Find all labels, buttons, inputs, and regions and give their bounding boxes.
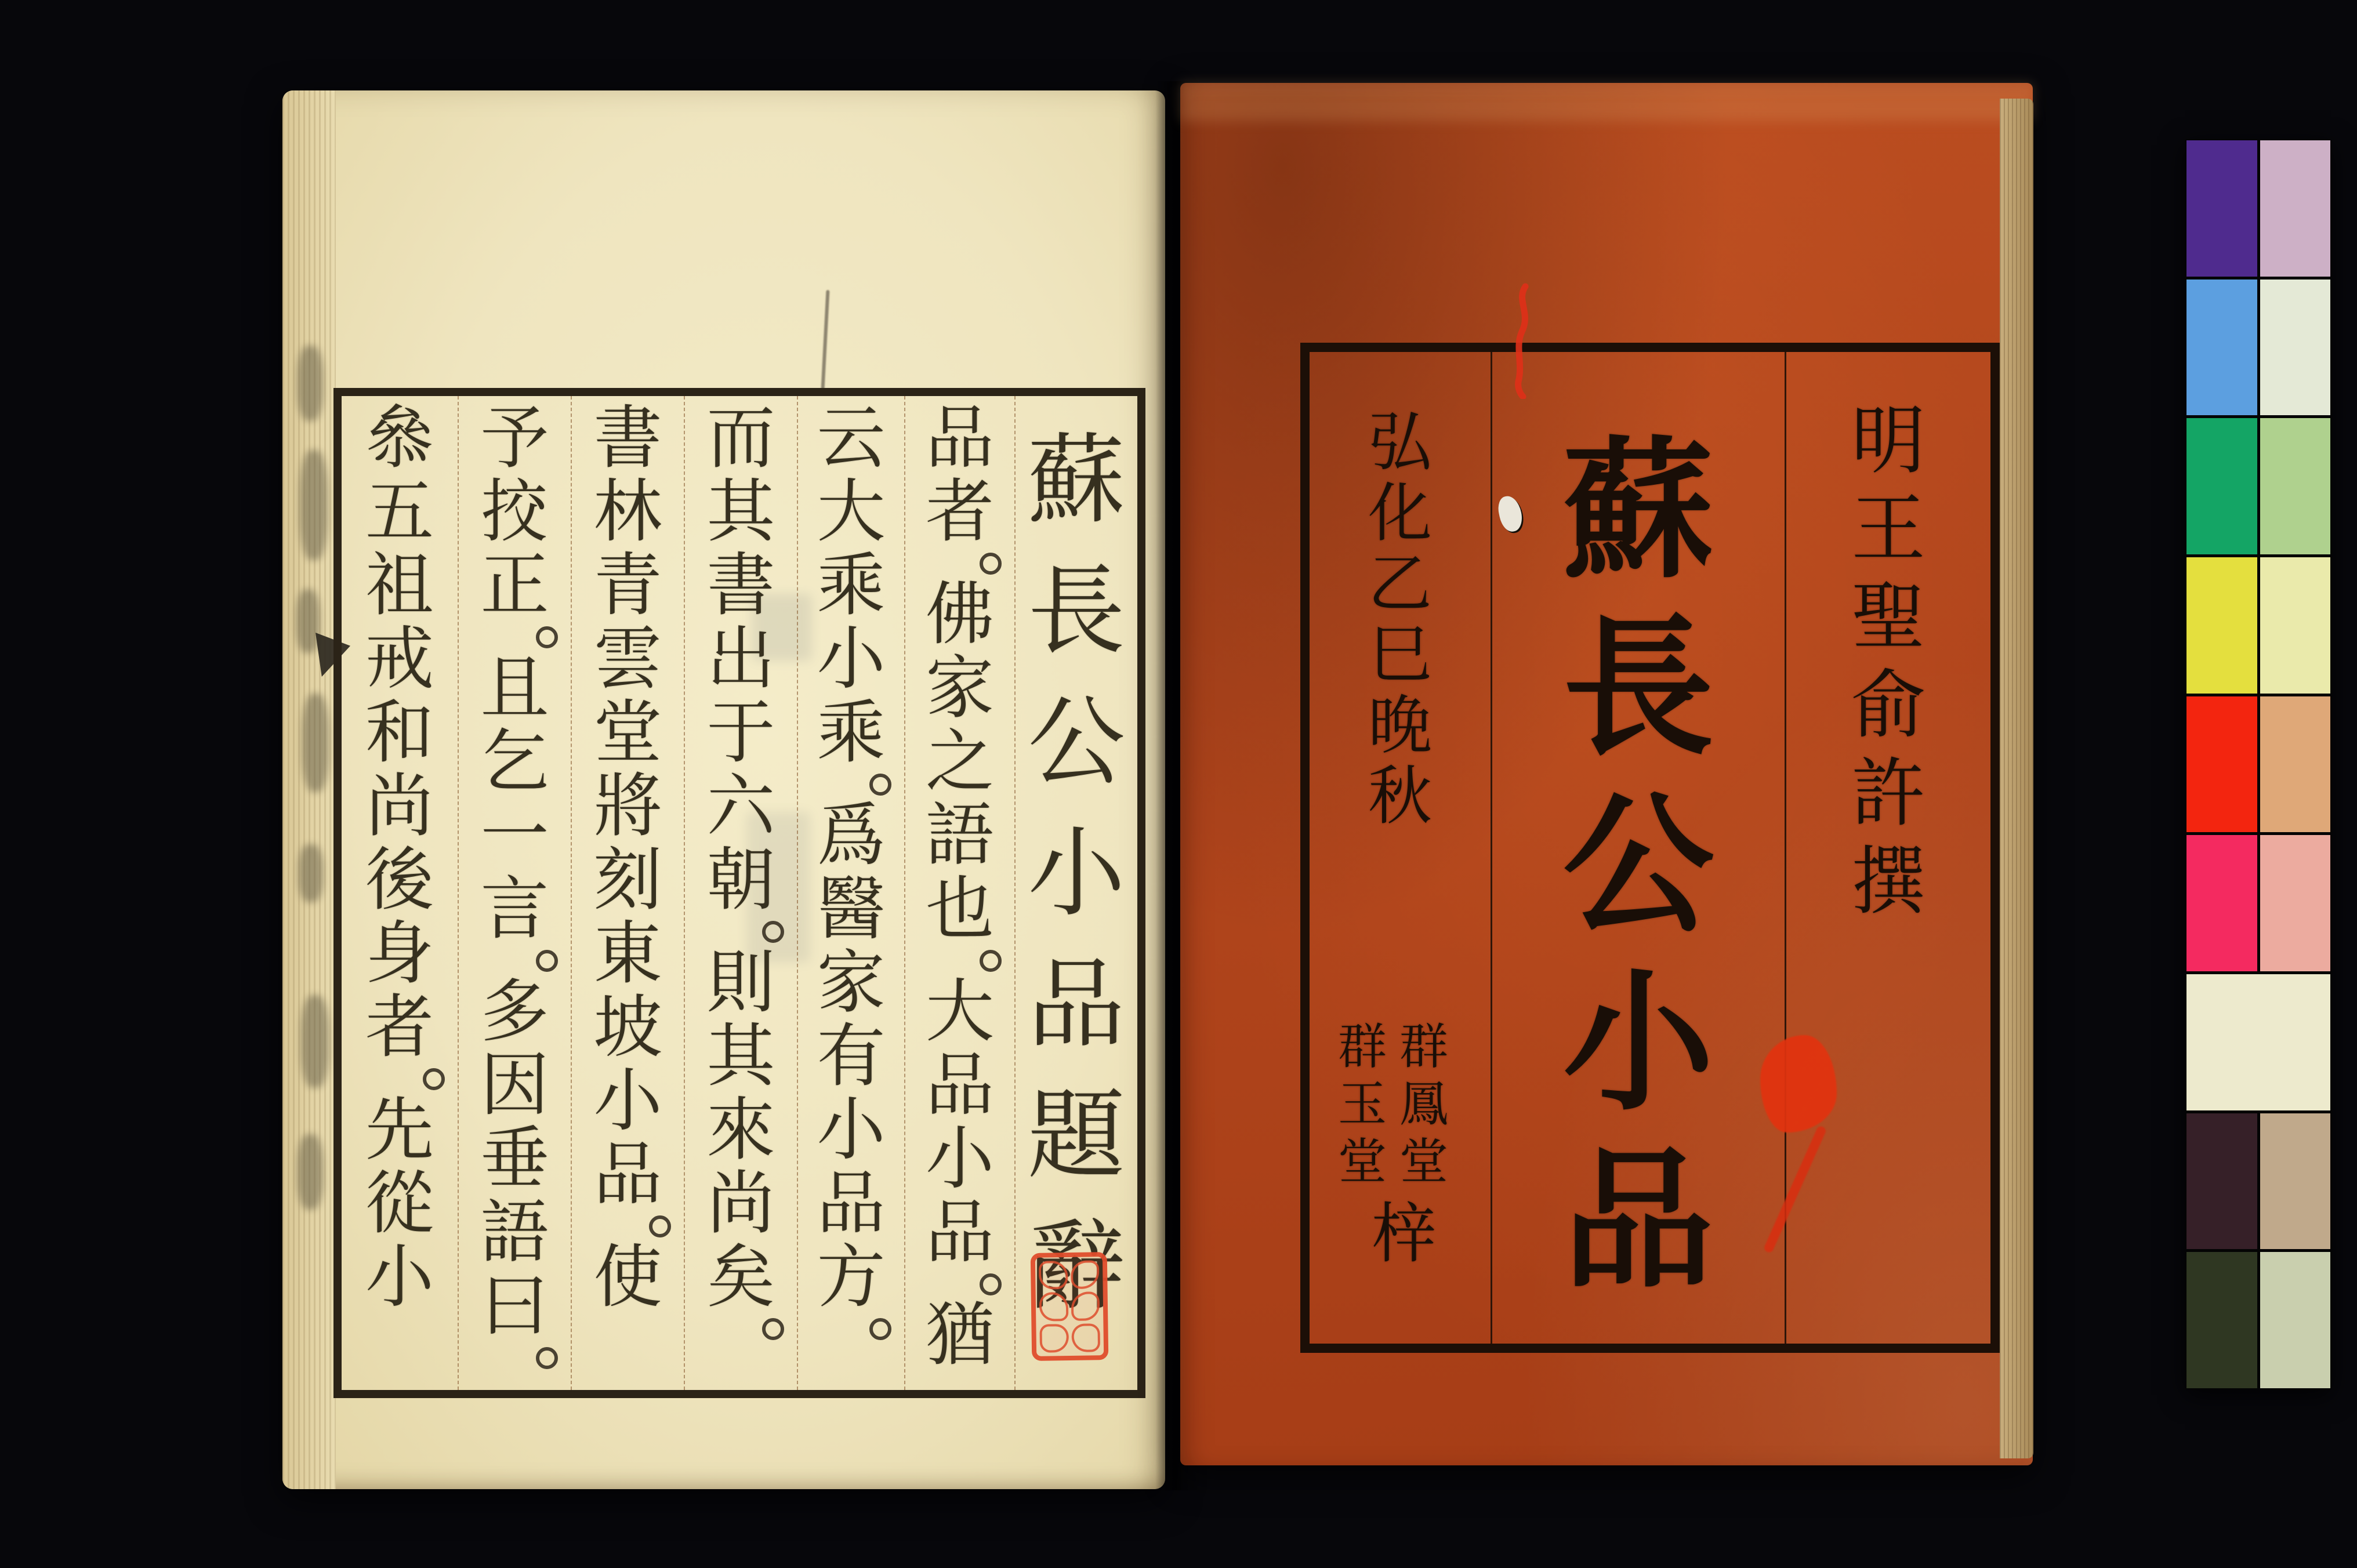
glyph: 小	[817, 1092, 886, 1168]
edge-smudge	[299, 844, 323, 902]
glyph: 題	[1028, 1083, 1125, 1190]
preface-text-column-3	[684, 396, 797, 1390]
red-thread-mark	[1506, 283, 1540, 399]
glyph: 垂	[480, 1121, 549, 1197]
glyph: 堂	[593, 695, 662, 771]
cover-title	[1491, 352, 1786, 1344]
glyph: 王	[1851, 488, 1926, 571]
glyph: 從	[365, 1166, 434, 1242]
reading-circle	[649, 1215, 671, 1237]
cover-attribution-column	[1786, 352, 1990, 1344]
color-patch	[2260, 1113, 2331, 1250]
glyph: 正	[480, 547, 549, 624]
glyph: 語	[480, 1195, 549, 1271]
edge-smudge	[300, 450, 328, 560]
paper-tear-thread	[821, 290, 830, 390]
color-patch	[2260, 280, 2331, 416]
reading-circle	[980, 950, 1002, 972]
preface-text-frame	[333, 388, 1145, 1398]
glyph: 家	[817, 945, 886, 1021]
glyph: 者	[365, 989, 434, 1066]
glyph: 其	[706, 1018, 775, 1095]
glyph: 長	[1563, 607, 1714, 774]
preface-text-column-5	[458, 396, 571, 1390]
publisher-suffix	[1372, 1196, 1437, 1273]
glyph: 群	[1338, 1020, 1387, 1075]
seal-glyph	[1039, 1292, 1068, 1321]
glyph: 五	[365, 474, 434, 550]
reading-circle	[869, 1318, 891, 1340]
glyph: 佛	[925, 576, 994, 653]
glyph: 小	[817, 621, 886, 698]
glyph: 青	[593, 547, 662, 624]
glyph: 者	[925, 474, 994, 550]
glyph: 乙	[1368, 549, 1432, 620]
glyph: 尚	[706, 1166, 775, 1242]
glyph: 挍	[480, 474, 549, 550]
glyph: 而	[706, 400, 775, 477]
color-patch	[2186, 974, 2330, 1110]
cover-date-column	[1310, 352, 1491, 1344]
glyph: 因	[480, 1047, 549, 1124]
glyph: 撰	[1851, 841, 1926, 923]
glyph: 品	[925, 1195, 994, 1271]
stacked-page-edges-left	[282, 90, 336, 1489]
book-cover	[1180, 83, 2033, 1465]
glyph: 將	[593, 768, 662, 845]
seal-glyph	[1070, 1260, 1099, 1289]
glyph: 群	[1399, 1020, 1449, 1075]
glyph: 也	[925, 871, 994, 948]
glyph: 小	[1563, 961, 1714, 1128]
glyph: 公	[1563, 784, 1714, 951]
glyph: 晚	[1368, 691, 1432, 761]
glyph: 許	[1851, 753, 1926, 835]
glyph: 弘	[1368, 408, 1432, 478]
glyph: 品	[925, 1047, 994, 1124]
glyph: 秋	[1368, 761, 1432, 832]
glyph: 明	[1851, 400, 1926, 482]
color-patch	[2260, 557, 2331, 694]
glyph: 一	[480, 797, 549, 874]
glyph: 堂	[1338, 1135, 1387, 1189]
glyph: 乘	[817, 547, 886, 624]
preface-page	[282, 90, 1165, 1489]
glyph: 玉	[1338, 1077, 1387, 1132]
color-patch	[2260, 1252, 2331, 1388]
glyph: 六	[706, 768, 775, 845]
preface-text-column-2	[797, 396, 904, 1390]
glyph: 出	[706, 621, 775, 698]
glyph: 醫	[817, 871, 886, 948]
glyph: 鳳	[1399, 1077, 1449, 1132]
glyph: 朝	[706, 842, 775, 919]
glyph: 叅	[365, 400, 434, 477]
glyph: 聖	[1851, 576, 1926, 659]
glyph: 猶	[925, 1297, 994, 1374]
glyph: 蘇	[1563, 429, 1714, 596]
glyph: 乞	[480, 724, 549, 800]
color-patch	[2186, 696, 2257, 833]
reading-circle	[762, 1318, 784, 1340]
glyph: 和	[365, 695, 434, 771]
seal-glyph	[1039, 1261, 1068, 1290]
glyph: 梓	[1372, 1199, 1437, 1271]
preface-text-column-6	[342, 396, 458, 1390]
glyph: 戒	[365, 621, 434, 698]
glyph: 言	[480, 871, 549, 948]
seal-glyph	[1071, 1292, 1100, 1321]
color-patch	[2186, 418, 2257, 554]
publisher-column-gungyokudo	[1339, 1019, 1386, 1191]
color-patch	[2186, 1252, 2257, 1388]
glyph: 品	[925, 400, 994, 477]
glyph: 語	[925, 797, 994, 874]
edge-smudge	[301, 995, 329, 1088]
glyph: 云	[817, 400, 886, 477]
glyph: 多	[480, 974, 549, 1050]
reading-circle	[980, 1273, 1002, 1295]
color-patch	[2186, 140, 2257, 277]
reading-circle	[762, 921, 784, 943]
glyph: 祖	[365, 547, 434, 624]
glyph: 家	[925, 650, 994, 727]
glyph: 書	[706, 547, 775, 624]
glyph: 則	[706, 945, 775, 1021]
glyph: 蘇	[1028, 427, 1125, 535]
color-patch	[2186, 835, 2257, 971]
reading-circle	[536, 1347, 558, 1369]
glyph: 之	[925, 724, 994, 800]
reading-circle	[980, 553, 1002, 575]
glyph: 品	[1028, 952, 1125, 1059]
glyph: 其	[706, 474, 775, 550]
seal-glyph	[1071, 1323, 1100, 1352]
collector-seal	[1031, 1252, 1109, 1361]
color-patch	[2260, 696, 2331, 833]
glyph: 書	[593, 400, 662, 477]
glyph: 長	[1028, 558, 1125, 666]
color-patch	[2186, 280, 2257, 416]
glyph: 化	[1368, 478, 1432, 549]
glyph: 方	[817, 1239, 886, 1316]
color-calibration-bar	[2185, 139, 2331, 1389]
glyph: 來	[706, 1092, 775, 1168]
edge-smudge	[296, 589, 320, 653]
preface-text-column-1	[904, 396, 1014, 1390]
glyph: 品	[1563, 1139, 1714, 1306]
preface-title-column	[1014, 396, 1137, 1390]
edge-smudge	[302, 694, 329, 792]
glyph: 予	[480, 400, 549, 477]
glyph: 尚	[365, 768, 434, 845]
reading-circle	[536, 950, 558, 972]
glyph: 林	[593, 474, 662, 550]
glyph: 品	[593, 1137, 662, 1213]
glyph: 刻	[593, 842, 662, 919]
color-patch	[2260, 140, 2331, 277]
reading-circle	[536, 626, 558, 648]
color-patch	[2260, 418, 2331, 554]
glyph: 曰	[480, 1268, 549, 1345]
color-patch	[2260, 835, 2331, 971]
glyph: 小	[925, 1121, 994, 1197]
color-patch	[2186, 1113, 2257, 1250]
glyph: 小	[593, 1063, 662, 1139]
glyph: 小	[365, 1239, 434, 1316]
glyph: 有	[817, 1018, 886, 1095]
red-ink-stain	[1760, 1035, 1837, 1133]
glyph: 巳	[1368, 620, 1432, 691]
glyph: 且	[480, 650, 549, 727]
glyph: 使	[593, 1239, 662, 1316]
closed-leaves-fore-edge	[2000, 99, 2033, 1458]
glyph: 後	[365, 842, 434, 919]
glyph: 爲	[817, 797, 886, 874]
edge-smudge	[298, 346, 323, 421]
glyph: 大	[817, 474, 886, 550]
glyph: 大	[925, 974, 994, 1050]
glyph: 品	[817, 1166, 886, 1242]
seal-glyph	[1039, 1324, 1068, 1353]
glyph: 坡	[593, 989, 662, 1066]
preface-text-column-4	[571, 396, 684, 1390]
reading-circle	[869, 774, 891, 796]
color-patch	[2186, 557, 2257, 694]
glyph: 東	[593, 916, 662, 992]
glyph: 雲	[593, 621, 662, 698]
glyph: 公	[1028, 689, 1125, 797]
glyph: 俞	[1851, 665, 1926, 747]
reading-circle	[423, 1068, 445, 1090]
edge-smudge	[298, 1134, 323, 1210]
glyph: 乘	[817, 695, 886, 771]
glyph: 辭	[1028, 1214, 1125, 1322]
glyph: 先	[365, 1092, 434, 1168]
glyph: 于	[706, 695, 775, 771]
glyph: 身	[365, 916, 434, 992]
publisher-column-gunhodo	[1401, 1019, 1447, 1191]
glyph: 小	[1028, 821, 1125, 928]
glyph: 堂	[1399, 1135, 1449, 1189]
glyph: 矣	[706, 1239, 775, 1316]
cover-wear	[1180, 83, 2033, 121]
